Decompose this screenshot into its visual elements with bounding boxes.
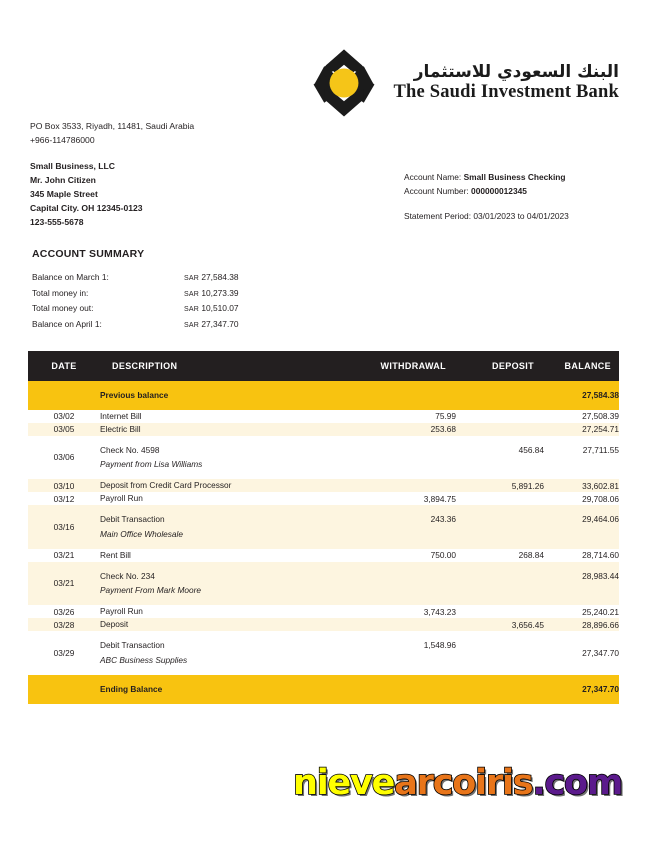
cell-description xyxy=(100,423,352,436)
summary-row xyxy=(32,303,322,319)
cell-description-sub: ABC Business Supplies xyxy=(100,654,188,665)
cell-balance: 27,347.70 xyxy=(544,631,619,675)
cell-withdrawal xyxy=(352,562,456,606)
cell-description-sub: Payment From Mark Moore xyxy=(100,585,201,596)
customer-phone: 123-555-5678 xyxy=(30,217,84,227)
cell-withdrawal: 750.00 xyxy=(352,549,456,562)
cell-withdrawal xyxy=(352,479,456,492)
cell-balance: 27,711.55 xyxy=(544,436,619,480)
summary-row xyxy=(32,288,322,304)
table-header-row xyxy=(28,351,619,381)
cell-balance: 28,714.60 xyxy=(544,549,619,562)
previous-balance-label: Previous balance xyxy=(100,381,352,410)
cell-deposit xyxy=(456,562,544,606)
summary-amount xyxy=(184,319,322,335)
summary-currency: SAR xyxy=(184,306,199,313)
cell-balance: 29,464.06 xyxy=(544,505,619,549)
summary-row xyxy=(32,319,322,335)
account-summary-title: ACCOUNT SUMMARY xyxy=(32,248,145,260)
customer-city-state-zip: Capital City. OH 12345-0123 xyxy=(30,203,143,213)
summary-amount-value: 10,510.07 xyxy=(201,303,239,313)
cell-description-main: Payroll Run xyxy=(100,493,143,504)
column-header-withdrawal[interactable]: WITHDRAWAL xyxy=(352,351,456,381)
account-info-block xyxy=(404,171,569,224)
cell-deposit: 3,656.45 xyxy=(456,618,544,631)
cell-withdrawal: 1,548.96 xyxy=(352,631,456,675)
cell-date: 03/26 xyxy=(28,605,100,618)
table-row[interactable] xyxy=(28,605,619,618)
cell-description xyxy=(100,479,352,492)
cell-deposit xyxy=(456,492,544,505)
customer-name: Mr. John Citizen xyxy=(30,175,96,185)
cell-balance: 33,602.81 xyxy=(544,479,619,492)
cell-balance: 29,708.06 xyxy=(544,492,619,505)
watermark-part-arcoiris: arcoiris xyxy=(394,763,533,803)
cell-description xyxy=(100,436,352,480)
summary-label: Balance on April 1: xyxy=(32,318,102,329)
column-header-deposit[interactable]: DEPOSIT xyxy=(456,351,544,381)
table-row[interactable] xyxy=(28,631,619,675)
cell-date: 03/06 xyxy=(28,436,100,480)
cell-deposit: 456.84 xyxy=(456,436,544,480)
table-row[interactable] xyxy=(28,479,619,492)
cell-withdrawal xyxy=(352,618,456,631)
cell-date: 03/10 xyxy=(28,479,100,492)
ending-balance-row xyxy=(28,675,619,704)
transactions-table xyxy=(28,351,619,704)
previous-balance-withdrawal xyxy=(352,381,456,410)
bank-address xyxy=(30,120,194,148)
cell-date: 03/21 xyxy=(28,562,100,606)
cell-balance: 27,508.39 xyxy=(544,410,619,423)
cell-description-main: Payroll Run xyxy=(100,606,143,617)
ending-balance-date xyxy=(28,675,100,704)
table-row[interactable] xyxy=(28,549,619,562)
table-row[interactable] xyxy=(28,423,619,436)
account-name-value: Small Business Checking xyxy=(463,172,566,182)
table-row[interactable] xyxy=(28,492,619,505)
previous-balance-date xyxy=(28,381,100,410)
cell-description xyxy=(100,492,352,505)
cell-withdrawal: 253.68 xyxy=(352,423,456,436)
table-row[interactable] xyxy=(28,562,619,606)
transactions-table-body xyxy=(28,381,619,704)
bank-name-block xyxy=(393,64,619,102)
cell-description xyxy=(100,618,352,631)
cell-balance: 28,983.44 xyxy=(544,562,619,606)
statement-period: Statement Period: 03/01/2023 to 04/01/2023 xyxy=(404,211,569,222)
cell-balance: 27,254.71 xyxy=(544,423,619,436)
cell-date: 03/29 xyxy=(28,631,100,675)
cell-description-main: Check No. 4598 xyxy=(100,444,160,455)
cell-withdrawal: 75.99 xyxy=(352,410,456,423)
cell-date: 03/16 xyxy=(28,505,100,549)
cell-withdrawal: 3,743.23 xyxy=(352,605,456,618)
account-number-label: Account Number: xyxy=(404,185,469,196)
table-row[interactable] xyxy=(28,410,619,423)
bank-address-line: PO Box 3533, Riyadh, 11481, Saudi Arabia xyxy=(30,121,195,131)
cell-withdrawal: 3,894.75 xyxy=(352,492,456,505)
cell-deposit xyxy=(456,423,544,436)
summary-amount-value: 27,347.70 xyxy=(201,318,239,329)
account-name-label: Account Name: xyxy=(404,172,462,182)
summary-label: Balance on March 1: xyxy=(32,272,109,282)
ending-balance-label: Ending Balance xyxy=(100,675,352,704)
cell-description-sub: Main Office Wholesale xyxy=(100,528,184,539)
ending-balance-deposit xyxy=(456,675,544,704)
ending-balance-amount: 27,347.70 xyxy=(544,675,619,704)
customer-company: Small Business, LLC xyxy=(30,161,116,171)
diamond-circle-logo-icon xyxy=(305,48,383,118)
cell-description-main: Deposit xyxy=(100,619,129,630)
cell-description-main: Debit Transaction xyxy=(100,514,165,525)
cell-description-main: Electric Bill xyxy=(100,423,141,434)
watermark-part-com: .com xyxy=(532,763,623,803)
cell-deposit: 5,891.26 xyxy=(456,479,544,492)
summary-amount xyxy=(184,303,322,319)
cell-description xyxy=(100,505,352,549)
cell-description-sub: Payment from Lisa Williams xyxy=(100,459,203,470)
previous-balance-deposit xyxy=(456,381,544,410)
cell-description xyxy=(100,631,352,675)
summary-amount xyxy=(184,288,322,304)
previous-balance-row xyxy=(28,381,619,410)
account-number-row xyxy=(404,185,569,199)
cell-description-main: Internet Bill xyxy=(100,410,142,421)
bank-header xyxy=(305,48,619,118)
summary-label: Total money out: xyxy=(32,303,94,313)
cell-date: 03/28 xyxy=(28,618,100,631)
cell-date: 03/05 xyxy=(28,423,100,436)
ending-balance-withdrawal xyxy=(352,675,456,704)
account-name-row xyxy=(404,171,569,185)
cell-deposit xyxy=(456,631,544,675)
cell-deposit xyxy=(456,505,544,549)
cell-date: 03/02 xyxy=(28,410,100,423)
customer-street: 345 Maple Street xyxy=(30,189,98,199)
cell-description xyxy=(100,549,352,562)
cell-description-main: Deposit from Credit Card Processor xyxy=(100,480,232,491)
cell-withdrawal: 243.36 xyxy=(352,505,456,549)
watermark xyxy=(293,763,623,803)
table-row[interactable] xyxy=(28,505,619,549)
table-row[interactable] xyxy=(28,618,619,631)
cell-deposit xyxy=(456,605,544,618)
cell-description-main: Debit Transaction xyxy=(100,640,165,651)
cell-deposit xyxy=(456,410,544,423)
cell-date: 03/21 xyxy=(28,549,100,562)
cell-balance: 28,896.66 xyxy=(544,618,619,631)
column-header-balance[interactable]: BALANCE xyxy=(544,351,619,381)
summary-currency: SAR xyxy=(184,321,199,329)
cell-withdrawal xyxy=(352,436,456,480)
summary-amount-value: 27,584.38 xyxy=(201,272,239,282)
bank-name-arabic: البنك السعودي للاستثمار xyxy=(413,62,619,83)
cell-description xyxy=(100,410,352,423)
cell-date: 03/12 xyxy=(28,492,100,505)
cell-description xyxy=(100,605,352,618)
cell-description xyxy=(100,562,352,606)
customer-address-block xyxy=(30,159,143,229)
cell-deposit: 268.84 xyxy=(456,549,544,562)
summary-currency: SAR xyxy=(184,275,199,282)
bank-phone: +966-114786000 xyxy=(30,134,95,145)
transactions-table-header xyxy=(28,351,619,381)
summary-label: Total money in: xyxy=(32,287,89,298)
summary-currency: SAR xyxy=(184,290,199,298)
watermark-part-nieve: nieve xyxy=(293,763,395,803)
account-summary-table xyxy=(32,272,322,334)
cell-balance: 25,240.21 xyxy=(544,605,619,618)
column-header-description[interactable]: DESCRIPTION xyxy=(100,351,352,381)
table-row[interactable] xyxy=(28,436,619,480)
column-header-date[interactable]: DATE xyxy=(28,351,100,381)
bank-name-english: The Saudi Investment Bank xyxy=(393,82,619,103)
summary-row xyxy=(32,272,322,288)
previous-balance-amount: 27,584.38 xyxy=(544,381,619,410)
summary-amount xyxy=(184,272,322,288)
cell-description-main: Rent Bill xyxy=(100,549,131,560)
account-number-value: 000000012345 xyxy=(471,185,527,196)
cell-description-main: Check No. 234 xyxy=(100,570,155,581)
summary-amount-value: 10,273.39 xyxy=(201,287,239,298)
